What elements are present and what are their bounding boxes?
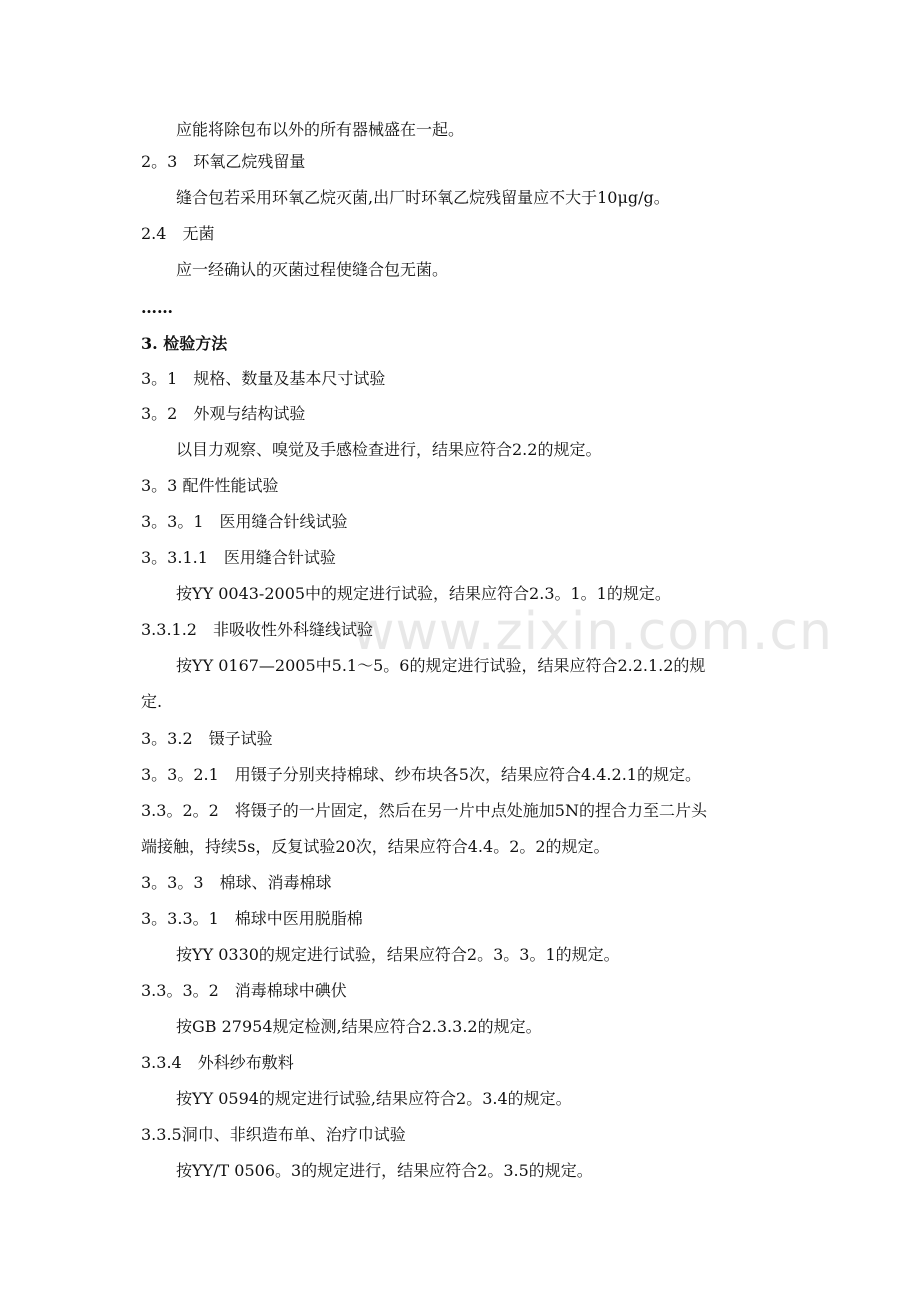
section-heading: 3。3.2 镊子试验 [141,729,273,748]
paragraph-text: 按YY 0167—2005中5.1～5。6的规定进行试验，结果应符合2.2.1.2的规 [176,656,706,675]
subsection-heading: 3。3.3。1 棉球中医用脱脂棉 [141,909,363,928]
subsection-heading: 3.3。3。2 消毒棉球中碘伏 [141,981,347,1000]
paragraph-text: 缝合包若采用环氧乙烷灭菌,出厂时环氧乙烷残留量应不大于10μg/g。 [176,188,670,207]
section-heading: 3。3。3 棉球、消毒棉球 [141,873,332,892]
paragraph-text: 按YY/T 0506。3的规定进行，结果应符合2。3.5的规定。 [176,1161,593,1180]
section-heading: 2.4 无菌 [141,224,215,243]
subsection-heading: 3.3.1.2 非吸收性外科缝线试验 [141,620,373,639]
section-heading: 3。3 配件性能试验 [141,476,279,495]
ellipsis: …… [141,298,173,317]
section-heading: 3。3。1 医用缝合针线试验 [141,512,348,531]
section-heading: 3。2 外观与结构试验 [141,404,306,423]
subsection-text: 3。3。2.1 用镊子分别夹持棉球、纱布块各5次，结果应符合4.4.2.1的规定。 [141,765,701,784]
watermark: www.zixin.com.cn [352,602,833,662]
paragraph-text: 按YY 0330的规定进行试验，结果应符合2。3。3。1的规定。 [176,945,620,964]
section-heading: 2。3 环氧乙烷残留量 [141,152,306,171]
paragraph-text: 按GB 27954规定检测,结果应符合2.3.3.2的规定。 [176,1017,542,1036]
section-heading: 3。1 规格、数量及基本尺寸试验 [141,369,386,388]
paragraph-text: 以目力观察、嗅觉及手感检查进行，结果应符合2.2的规定。 [176,440,602,459]
paragraph-text: 定. [141,692,163,711]
paragraph-text: 应能将除包布以外的所有器械盛在一起。 [176,120,465,139]
subsection-heading: 3。3.1.1 医用缝合针试验 [141,548,336,567]
paragraph-text: 按YY 0043-2005中的规定进行试验，结果应符合2.3。1。1的规定。 [176,584,671,603]
section-heading: 3.3.4 外科纱布敷料 [141,1053,294,1072]
paragraph-text: 按YY 0594的规定进行试验,结果应符合2。3.4的规定。 [176,1089,572,1108]
subsection-text: 3.3。2。2 将镊子的一片固定，然后在另一片中点处施加5N的捏合力至二片头 [141,801,707,820]
chapter-heading: 3. 检验方法 [141,334,228,353]
paragraph-text: 端接触，持续5s，反复试验20次，结果应符合4.4。2。2的规定。 [141,837,610,856]
section-heading: 3.3.5洞巾、非织造布单、治疗巾试验 [141,1125,406,1144]
paragraph-text: 应一经确认的灭菌过程使缝合包无菌。 [176,260,449,279]
